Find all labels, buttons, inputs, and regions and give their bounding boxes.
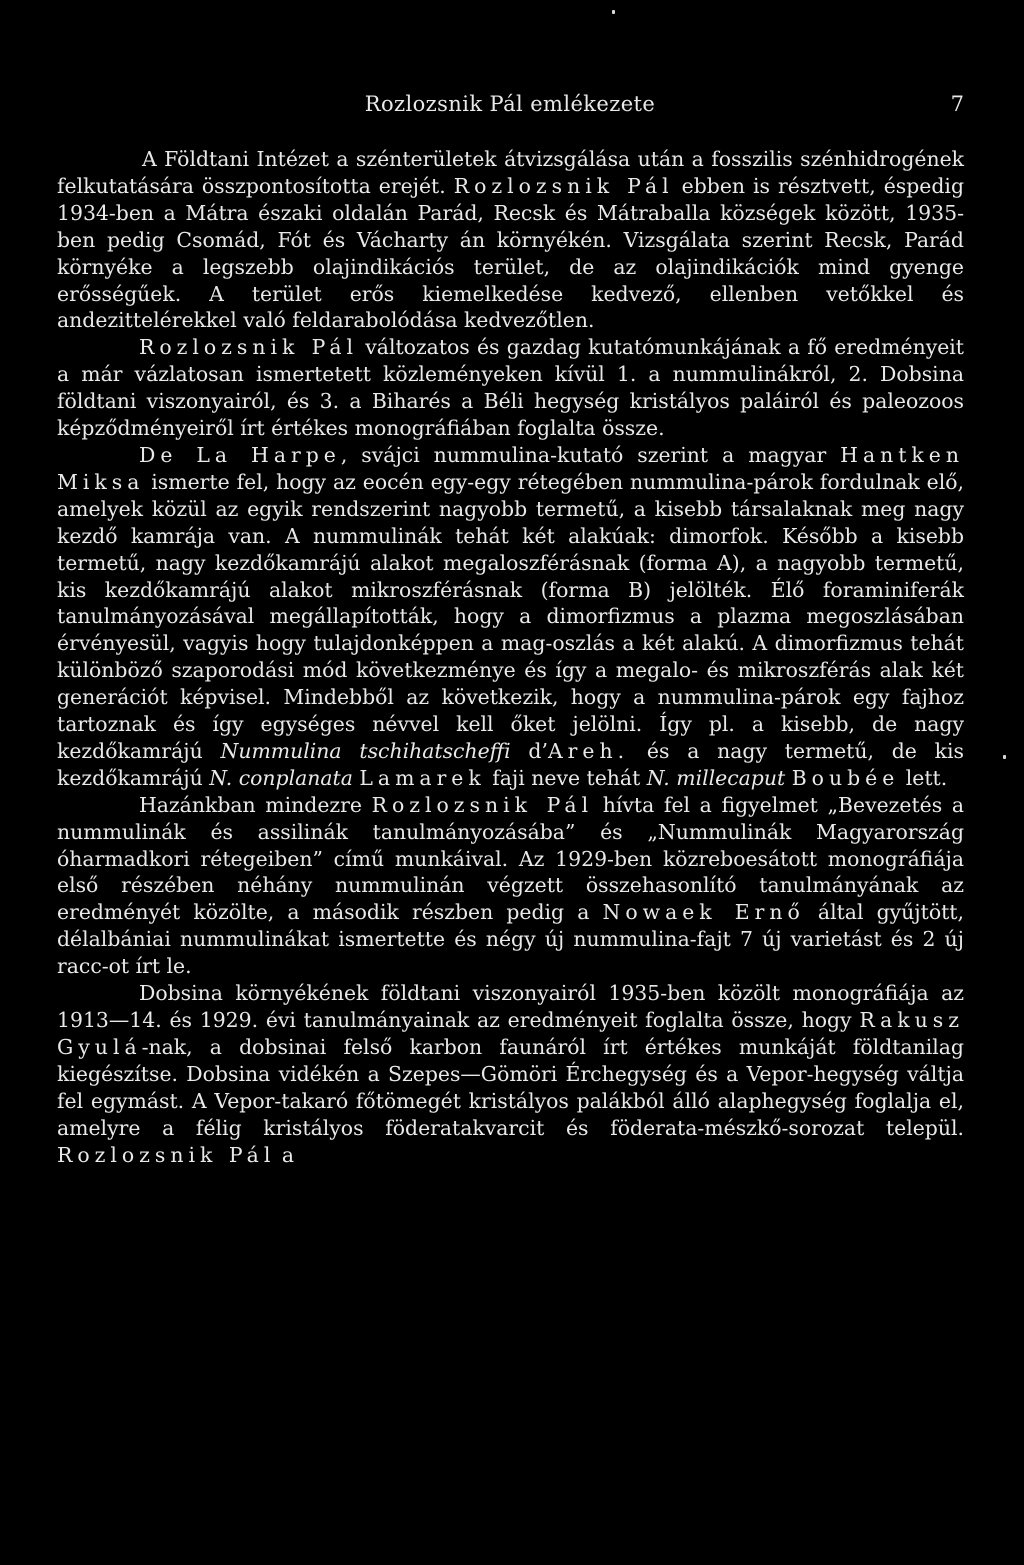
- spaced-name: De La Harpe: [139, 442, 341, 467]
- paragraph-3: De La Harpe, svájci nummulina-kutató szerint a magyar Hantken Miksa ismerte fel, hogy az eocén egy-egy rétegében nummulina-párok fordulnak elő, amelyek közül az egyik rendszerint nagyobb termetű, a kisebb társalaknak meg nagy kezdő kamrája van. A nummulinák tehát két alakúak: dimorfok. Később a kisebb termetű, nagy kezdőkamrájú alakot megaloszférásnak (forma A), a nagyobb termetű, kis kezdőkamrájú alakot mikroszférásnak (forma B) jelölték. Élő foraminiferák tanulmányozásával megállapították, hogy a dimorfizmus a plazma megoszlásában érvényesül, vagyis hogy tulajdonképpen a mag-oszlás a két alakú. A dimorfizmus tehát különböző szaporodási mód következménye és így a megalo- és mikroszférás alak két generációt képvisel. Mindebből az következik, hogy a nummulina-párok egy fajhoz tartoznak és így egységes névvel kell őket jelölni. Így pl. a kisebb, de nagy kezdőkamrájú Nummulina tschihatscheffi d’Areh. és a nagy termetű, de kis kezdőkamrájú N. conplanata Lamarek faji neve tehát N. millecaput Boubée lett.: [57, 442, 964, 790]
- scan-speck: [1003, 755, 1006, 759]
- spaced-name: Rozlozsnik Pál: [57, 1142, 276, 1167]
- spaced-name: Nowaek Ernő: [602, 900, 805, 925]
- paragraph-2: Rozlozsnik Pál változatos és gazdag kutatómunkájának a fő eredményeit a már vázlatosan ismertetett közleményeken kívül 1. a nummulinákról, 2. Dobsina földtani viszonyairól, és 3. a Biharés a Béli hegység kristályos paláiról és paleozoos képződményeiről írt értékes monográfiában foglalta össze.: [57, 335, 964, 441]
- taxon-name: N. conplanata: [209, 765, 353, 790]
- taxon-name: N. millecaput: [646, 765, 786, 790]
- paragraph-5: Dobsina környékének földtani viszonyairól 1935-ben közölt monográfiája az 1913—14. és 1929. évi tanulmányainak az eredményeit foglalta össze, hogy Rakusz Gyulá-nak, a dobsinai felső karbon faunáról írt értékes munkáját földtanilag kiegészítse. Dobsina vidékén a Szepes—Gömöri Érchegység és a Vepor-hegység váltja fel egymást. A Vepor-takaró főtömegét kristályos palákból álló alaphegység foglalja el, amelyre a félig kristályos föderatakvarcit és föderata-mészkő-sorozat települ. Rozlozsnik Pál a: [57, 981, 964, 1167]
- page-number: 7: [950, 92, 964, 116]
- paragraph-4: Hazánkban mindezre Rozlozsnik Pál hívta fel a figyelmet „Bevezetés a nummulinák és assilinák tanulmányozásába” és „Nummulinák Magyarország óharmadkori rétegeiben” című munkáival. Az 1929-ben közreboesátott monográfiája első részében néhány nummulinán végzett összehasonlító tanulmányának az eredményét közölte, a második részben pedig a Nowaek Ernő által gyűjtött, délalbániai nummulinákat ismertette és négy új nummulina-fajt 7 új varietást és 2 új racc-ot írt le.: [57, 792, 964, 979]
- spaced-name: Rakusz Gyulá: [57, 1008, 964, 1059]
- spaced-name: Rozlozsnik Pál: [371, 792, 594, 817]
- spaced-name: Rozlozsnik Pál: [453, 173, 674, 198]
- spaced-name: Boubée: [791, 765, 900, 790]
- spaced-name: Areh.: [547, 738, 630, 763]
- paragraph-1: A Földtani Intézet a szénterületek átvizsgálása után a fosszilis szénhidrogének felkutatására összpontosította erejét. Rozlozsnik Pál ebben is résztvett, éspedig 1934-ben a Mátra északi oldalán Parád, Recsk és Mátraballa községek között, 1935-ben pedig Csomád, Fót és Vácharty án környékén. Vizsgálata szerint Recsk, Parád környéke a legszebb olajindikációs terület, de az olajindikációk mind gyenge erősségűek. A terület erős kiemelkedése kedvező, ellenben vetőkkel és andezittelérekkel való feldarabolódása kedvezőtlen.: [57, 147, 964, 333]
- spaced-name: Lamarek: [359, 765, 486, 790]
- taxon-name: Nummulina tschihatscheffi: [220, 738, 511, 763]
- running-header: [56, 92, 964, 122]
- body-text: [57, 146, 964, 1168]
- running-title: Rozlozsnik Pál emlékezete: [364, 92, 656, 116]
- spaced-name: Hantken Miksa: [57, 442, 964, 494]
- scan-speck: [612, 10, 615, 14]
- spaced-name: Rozlozsnik Pál: [139, 335, 359, 360]
